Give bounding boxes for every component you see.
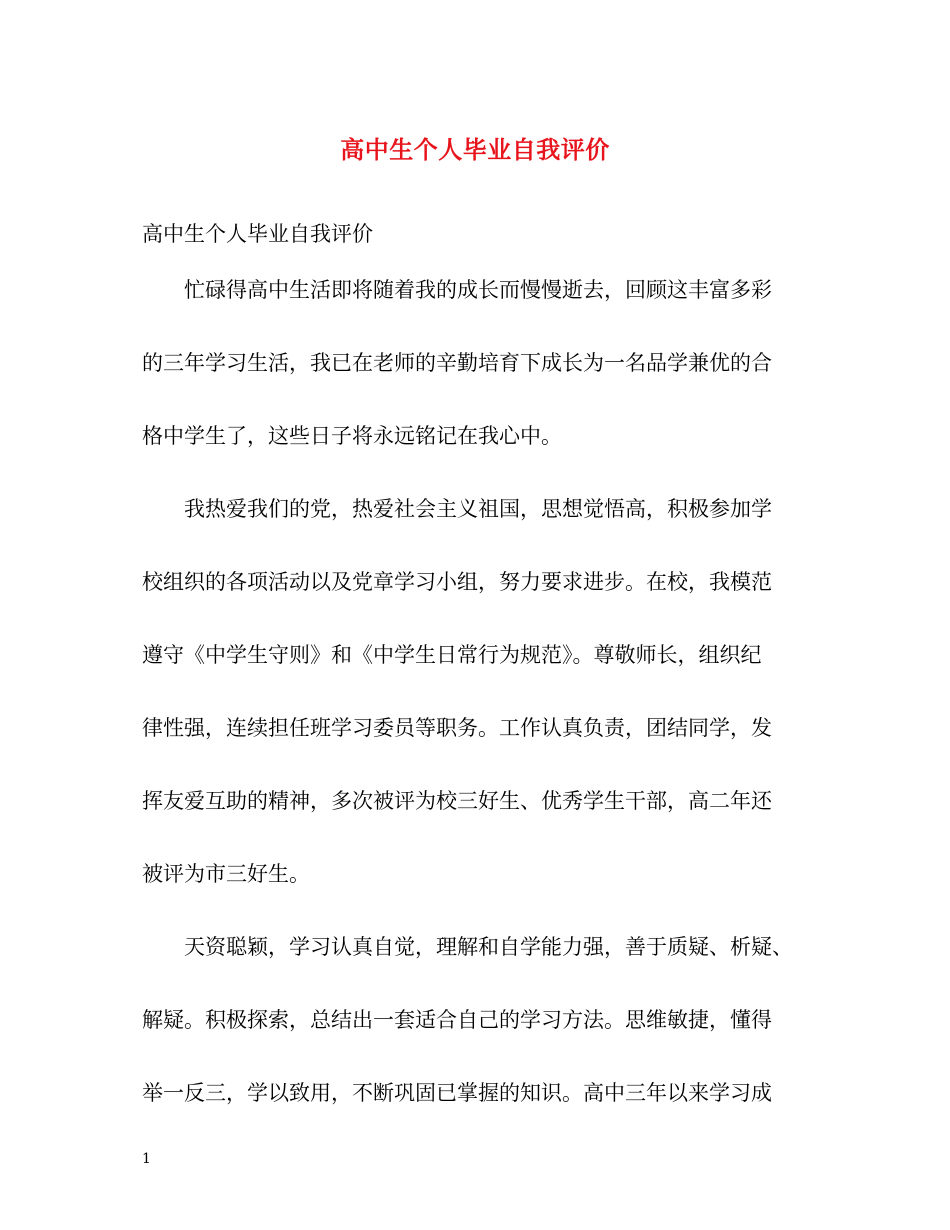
paragraph-line: 校组织的各项活动以及党章学习小组，努力要求进步。在校，我模范	[142, 570, 772, 594]
paragraph-line: 天资聪颖，学习认真自觉，理解和自学能力强，善于质疑、析疑、	[184, 935, 793, 959]
paragraph-line: 的三年学习生活，我已在老师的辛勤培育下成长为一名品学兼优的合	[142, 351, 772, 375]
paragraph-line: 挥友爱互助的精神，多次被评为校三好生、优秀学生干部，高二年还	[142, 789, 772, 813]
paragraph-line: 举一反三，学以致用，不断巩固已掌握的知识。高中三年以来学习成	[142, 1081, 772, 1105]
body-text	[142, 275, 812, 1151]
paragraph-line: 格中学生了，这些日子将永远铭记在我心中。	[142, 424, 562, 448]
paragraph-line: 我热爱我们的党，热爱社会主义祖国，思想觉悟高，积极参加学	[184, 497, 772, 521]
paragraph-line: 解疑。积极探索，总结出一套适合自己的学习方法。思维敏捷，懂得	[142, 1008, 772, 1032]
page-number: 1	[142, 1151, 151, 1167]
paragraph-line: 遵守《中学生守则》和《中学生日常行为规范》。尊敬师长，组织纪	[142, 643, 762, 667]
paragraph-line: 被评为市三好生。	[142, 862, 310, 886]
document-title: 高中生个人毕业自我评价	[340, 135, 610, 164]
paragraph-line: 律性强，连续担任班学习委员等职务。工作认真负责，团结同学，发	[142, 716, 772, 740]
document-subtitle: 高中生个人毕业自我评价	[142, 222, 373, 246]
paragraph-line: 忙碌得高中生活即将随着我的成长而慢慢逝去，回顾这丰富多彩	[184, 278, 772, 302]
